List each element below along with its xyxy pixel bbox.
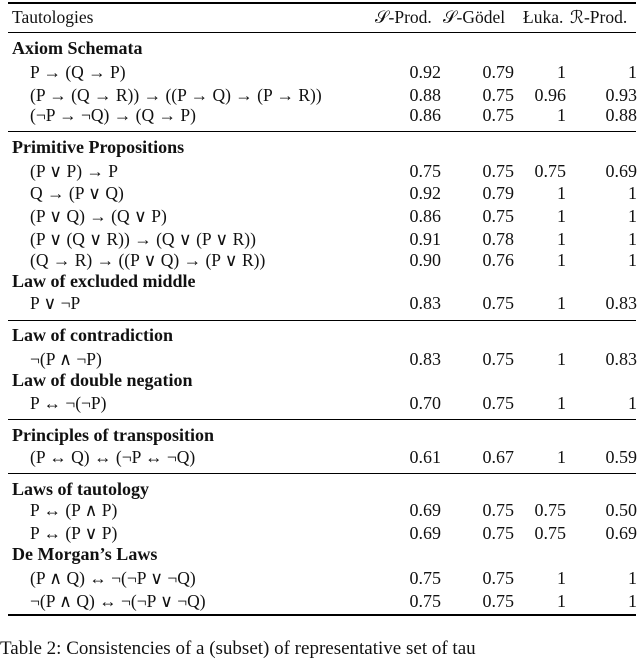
value-cell: 1 xyxy=(557,229,566,249)
value-cell: 1 xyxy=(557,250,566,270)
value-cell: 1 xyxy=(557,206,566,226)
value-cell: 0.61 xyxy=(409,447,441,467)
value-cell: 0.50 xyxy=(605,500,637,520)
formula-cell: P ∨ ¬P xyxy=(30,293,81,313)
value-cell: 0.83 xyxy=(605,293,637,313)
value-cell: 0.83 xyxy=(409,349,441,369)
value-cell: 1 xyxy=(628,568,637,588)
value-cell: 0.75 xyxy=(482,523,514,543)
value-cell: 0.75 xyxy=(534,161,566,181)
section-title: Primitive Propositions xyxy=(12,137,185,157)
value-cell: 0.93 xyxy=(605,85,637,105)
formula-cell: (¬P → ¬Q) → (Q → P) xyxy=(30,105,196,125)
value-cell: 0.91 xyxy=(409,229,441,249)
value-cell: 1 xyxy=(628,206,637,226)
section-title: Axiom Schemata xyxy=(12,38,143,58)
section-title: De Morgan’s Laws xyxy=(12,544,158,564)
value-cell: 0.70 xyxy=(409,393,441,413)
value-cell: 1 xyxy=(628,591,637,611)
value-cell: 0.75 xyxy=(482,393,514,413)
value-cell: 0.78 xyxy=(482,229,514,249)
value-cell: 1 xyxy=(557,183,566,203)
value-cell: 0.88 xyxy=(409,85,441,105)
formula-cell: (P ↔ Q) ↔ (¬P ↔ ¬Q) xyxy=(30,447,196,467)
value-cell: 0.86 xyxy=(409,105,441,125)
value-cell: 0.75 xyxy=(409,161,441,181)
formula-cell: P ↔ (P ∨ P) xyxy=(30,523,118,543)
value-cell: 0.75 xyxy=(482,349,514,369)
value-cell: 0.86 xyxy=(409,206,441,226)
value-cell: 1 xyxy=(557,591,566,611)
table-bottom-rule xyxy=(8,614,636,616)
table-top-rule xyxy=(8,2,636,4)
value-cell: 0.75 xyxy=(534,523,566,543)
value-cell: 0.69 xyxy=(409,523,441,543)
value-cell: 0.75 xyxy=(482,568,514,588)
value-cell: 0.92 xyxy=(409,62,441,82)
section-title: Law of excluded middle xyxy=(12,271,196,291)
value-cell: 0.75 xyxy=(409,591,441,611)
value-cell: 1 xyxy=(557,105,566,125)
value-cell: 0.76 xyxy=(482,250,514,270)
value-cell: 1 xyxy=(557,349,566,369)
value-cell: 1 xyxy=(628,229,637,249)
value-cell: 1 xyxy=(557,568,566,588)
section-title: Law of contradiction xyxy=(12,325,173,345)
value-cell: 0.75 xyxy=(482,105,514,125)
formula-cell: (P ∨ P) → P xyxy=(30,161,119,181)
section-title: Law of double negation xyxy=(12,370,193,390)
section-rule xyxy=(8,419,636,420)
header-luka: Łuka. xyxy=(523,7,564,27)
value-cell: 0.59 xyxy=(605,447,637,467)
value-cell: 0.69 xyxy=(605,523,637,543)
formula-cell: (P ∧ Q) ↔ ¬(¬P ∨ ¬Q) xyxy=(30,568,196,588)
formula-cell: (P ∨ (Q ∨ R)) → (Q ∨ (P ∨ R)) xyxy=(30,229,256,249)
value-cell: 0.75 xyxy=(534,500,566,520)
value-cell: 0.67 xyxy=(482,447,514,467)
formula-cell: (P → (Q → R)) → ((P → Q) → (P → R)) xyxy=(30,85,322,105)
header-s-prod: 𝒮-Prod. xyxy=(375,7,432,27)
value-cell: 1 xyxy=(557,62,566,82)
header-s-godel: 𝒮-Gödel xyxy=(443,7,506,27)
section-rule xyxy=(8,131,636,132)
formula-cell: P ↔ (P ∧ P) xyxy=(30,500,118,520)
formula-cell: Q → (P ∨ Q) xyxy=(30,183,124,203)
value-cell: 0.75 xyxy=(482,85,514,105)
value-cell: 1 xyxy=(628,183,637,203)
value-cell: 0.92 xyxy=(409,183,441,203)
section-rule xyxy=(8,320,636,321)
header-rule xyxy=(8,32,636,33)
value-cell: 0.79 xyxy=(482,183,514,203)
value-cell: 0.75 xyxy=(482,206,514,226)
value-cell: 0.75 xyxy=(482,161,514,181)
value-cell: 0.75 xyxy=(482,293,514,313)
value-cell: 0.69 xyxy=(605,161,637,181)
formula-cell: ¬(P ∧ Q) ↔ ¬(¬P ∨ ¬Q) xyxy=(30,591,206,611)
table-caption: Table 2: Consistencies of a (subset) of representative set of tau xyxy=(0,638,476,659)
value-cell: 0.83 xyxy=(409,293,441,313)
value-cell: 0.79 xyxy=(482,62,514,82)
value-cell: 0.96 xyxy=(534,85,566,105)
section-title: Principles of transposition xyxy=(12,425,215,445)
value-cell: 0.75 xyxy=(482,500,514,520)
value-cell: 0.75 xyxy=(409,568,441,588)
value-cell: 0.75 xyxy=(482,591,514,611)
value-cell: 1 xyxy=(628,393,637,413)
value-cell: 1 xyxy=(557,393,566,413)
formula-cell: (Q → R) → ((P ∨ Q) → (P ∨ R)) xyxy=(30,250,266,270)
header-tautologies: Tautologies xyxy=(12,7,94,27)
formula-cell: (P ∨ Q) → (Q ∨ P) xyxy=(30,206,167,226)
formula-cell: P → (Q → P) xyxy=(30,62,126,82)
section-rule xyxy=(8,473,636,474)
value-cell: 1 xyxy=(628,62,637,82)
section-title: Laws of tautology xyxy=(12,479,150,499)
value-cell: 1 xyxy=(557,447,566,467)
value-cell: 0.69 xyxy=(409,500,441,520)
formula-cell: P ↔ ¬(¬P) xyxy=(30,393,107,413)
value-cell: 0.88 xyxy=(605,105,637,125)
value-cell: 0.90 xyxy=(409,250,441,270)
value-cell: 1 xyxy=(557,293,566,313)
header-r-prod: ℛ-Prod. xyxy=(570,7,628,27)
value-cell: 1 xyxy=(628,250,637,270)
formula-cell: ¬(P ∧ ¬P) xyxy=(30,349,102,369)
value-cell: 0.83 xyxy=(605,349,637,369)
